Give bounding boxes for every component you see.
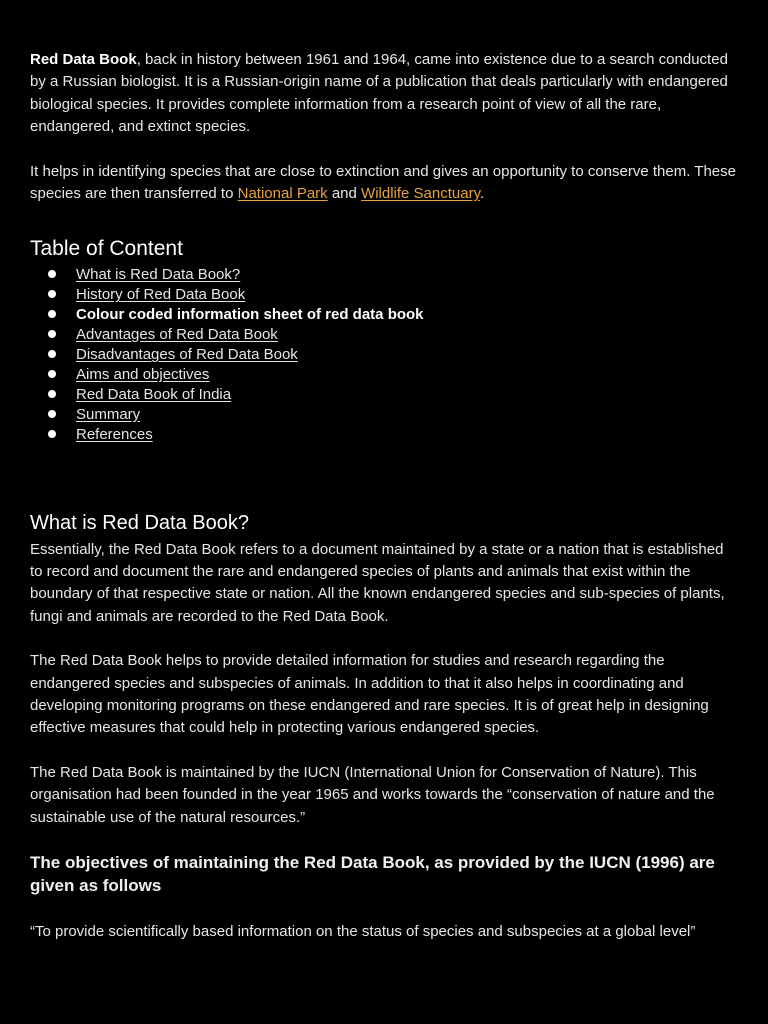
objectives-heading: The objectives of maintaining the Red Data Book, as provided by the IUCN (1996) are given as follows bbox=[30, 853, 715, 896]
toc-item-aims bbox=[48, 365, 738, 385]
toc-label-colour-coded: Colour coded information sheet of red data book bbox=[76, 306, 424, 324]
toc-item-advantages bbox=[48, 325, 738, 345]
intro-paragraph-1 bbox=[30, 49, 738, 139]
what-is-paragraph-2: The Red Data Book helps to provide detailed information for studies and research regarding the endangered species and subspecies of animals. In addition to that it also helps in coordinating and developing monitoring programs on these endangered and rare species. It is of great help in designing effective measures that could help in protecting various endangered species. bbox=[30, 652, 709, 737]
toc-link-india[interactable]: Red Data Book of India bbox=[76, 385, 232, 403]
section-heading-what-is: What is Red Data Book? bbox=[30, 511, 249, 534]
toc-item-what-is bbox=[48, 265, 738, 285]
bullet-icon bbox=[48, 430, 56, 438]
intro-paragraph-2 bbox=[30, 161, 738, 206]
toc-link-history[interactable]: History of Red Data Book bbox=[76, 286, 246, 304]
toc-title: Table of Content bbox=[30, 237, 183, 261]
objective-quote-1: “To provide scientifically based information on the status of species and subspecies at a global level” bbox=[30, 923, 696, 941]
what-is-paragraph-3: The Red Data Book is maintained by the IUCN (International Union for Conservation of Nature). This organisation had been founded in the year 1965 and works towards the “conservation of nature and the sustainable use of the natural resources.” bbox=[30, 763, 715, 826]
intro-paragraph-1-text: , back in history between 1961 and 1964, came into existence due to a search conducted by a Russian biologist. It is a Russian-origin name of a publication that deals particularly with endangered biological species. It provides complete information from a research point of view of all the rare, endangered, and extinct species. bbox=[30, 51, 728, 136]
table-of-contents bbox=[30, 265, 738, 444]
wildlife-sanctuary-link[interactable]: Wildlife Sanctuary bbox=[361, 185, 480, 203]
intro-paragraph-2-end: . bbox=[479, 185, 485, 203]
toc-item-india bbox=[48, 385, 738, 405]
toc-link-aims[interactable]: Aims and objectives bbox=[76, 365, 210, 383]
bullet-icon bbox=[48, 270, 56, 278]
bullet-icon bbox=[48, 370, 56, 378]
toc-link-summary[interactable]: Summary bbox=[76, 405, 141, 423]
national-park-link[interactable]: National Park bbox=[237, 185, 328, 203]
what-is-paragraph-1: Essentially, the Red Data Book refers to a document maintained by a state or a nation that is established to record and document the rare and endangered species of plants and animals that exist within the boundary of that respective state or nation. All the known endangered species and sub-species of plants, fungi and animals are recorded to the Red Data Book. bbox=[30, 540, 725, 625]
toc-link-references[interactable]: References bbox=[76, 425, 153, 443]
toc-item-disadvantages bbox=[48, 345, 738, 365]
toc-item-history bbox=[48, 285, 738, 305]
toc-link-disadvantages[interactable]: Disadvantages of Red Data Book bbox=[76, 346, 298, 364]
toc-item-colour-coded bbox=[48, 305, 738, 325]
toc-item-summary bbox=[48, 405, 738, 425]
bullet-icon bbox=[48, 410, 56, 418]
toc-link-advantages[interactable]: Advantages of Red Data Book bbox=[76, 326, 278, 344]
intro-paragraph-2-and: and bbox=[327, 185, 362, 203]
toc-link-what-is[interactable]: What is Red Data Book? bbox=[76, 266, 241, 284]
bullet-icon bbox=[48, 330, 56, 338]
bullet-icon bbox=[48, 310, 56, 318]
bullet-icon bbox=[48, 390, 56, 398]
bullet-icon bbox=[48, 350, 56, 358]
red-data-book-term: Red Data Book bbox=[30, 51, 137, 68]
intro-paragraph-2-text: It helps in identifying species that are close to extinction and gives an opportunity to conserve them. These species are then transferred to bbox=[30, 162, 736, 203]
toc-item-references bbox=[48, 425, 738, 445]
bullet-icon bbox=[48, 290, 56, 298]
